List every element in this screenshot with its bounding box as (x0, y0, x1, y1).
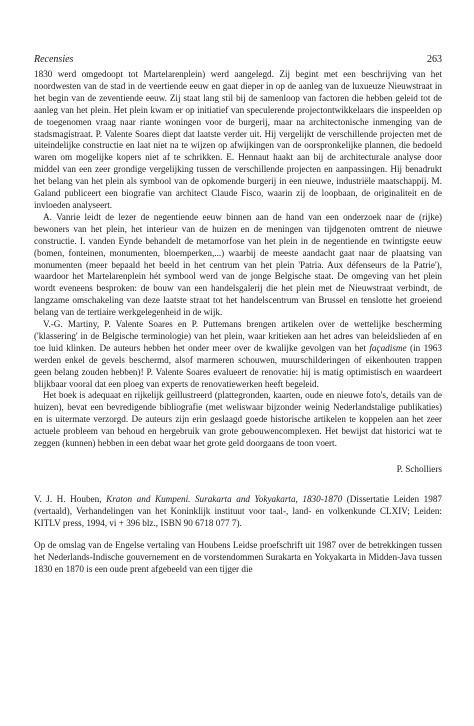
page (34, 54, 442, 575)
reviewer-signature: P. Scholliers (396, 464, 442, 474)
review1-p3-term: façadisme (369, 342, 407, 353)
book-title: Kraton and Kumpeni. Surakarta and Yokyakarta, 1830-1870 (106, 494, 343, 504)
review1-paragraph-3 (34, 319, 442, 390)
review2-bibliographic-entry (34, 494, 442, 530)
section-gap (34, 474, 442, 494)
book-author: V. J. H. Houben, (34, 494, 107, 504)
review1-paragraph-1: 1830 werd omgedoopt tot Martelarenplein) werd aangelegd. Zij begint met een beschrijving van het noordwesten van de stad in de veertiende eeuw en gaat dieper in op de aanleg van de luxueuze Nieuwstraat in het begin van de zeventiende eeuw. Zij staat lang stil bij de samenloop van factoren die hebben geleid tot de aanleg van het plein. Het plein kwam er op initiatief van speculerende projectontwikkelaars die inspeelden op de toegenomen vraag naar riante woningen voor de burgerij, maar na architectonische inmenging van de stadsmagistraat. P. Valente Soares diept dat laatste verder uit. Hij vergelijkt de verschillende projecten met de uiteindelijke constructie en laat niet na te wijzen op afwijkingen van de oorspronkelijke plannen, die bedoeld waren om mogelijke kopers niet af te schrikken. E. Hennaut haakt aan bij de architecturale analyse door middel van een zeer grondige vergelijking tussen de verschillende projecten en aanpassingen. Hij benadrukt het belang van het plein als symbool van de opkomende burgerij in een nieuwe, industriële maatschappij. M. Galand publiceert een biografie van architect Claude Fisco, waarin zij de loopbaan, de originaliteit en de invloeden analyseert. (34, 69, 442, 210)
paragraph-gap (34, 530, 442, 540)
running-header (34, 54, 442, 65)
section-title: Recensies (34, 54, 74, 65)
review1-paragraph-2: A. Vanrie leidt de lezer de negentiende eeuw binnen aan de hand van een onderzoek naar de (rijke) bewoners van het plein, het interieur van de huizen en de meningen van tijdgenoten omtrent de nieuwe constructie. I. vanden Eynde behandelt de metamorfose van het plein in de negentiende en twintigste eeuw (bomen, fonteinen, monumenten, bloemperken,...) waarbij de meeste aandacht gaat naar de plaatsing van monumenten (meer bepaald het beeld in het centrum van het plein 'Patria. Aux défenseurs de la Patrie'), waardoor het Martelarenplein hét symbool werd van de jonge Belgische staat. De omgeving van het plein wordt eveneens besproken: de bouw van een handelsgalerij die het plein met de Nieuwstraat verbindt, de langzame omschakeling van deze laatste straat tot het handelscentrum van Brussel en tenslotte het groeiend belang van de tertiaire werkgelegenheid in de wijk. (34, 211, 442, 318)
review2-paragraph-1: Op de omslag van de Engelse vertaling van Houbens Leidse proefschrift uit 1987 over de betrekkingen tussen het Nederlands-Indische gouvernement en de vorstendommen Surakarta en Yokyakarta in Midden-Java tussen 1830 en 1870 is een oude prent afgebeeld van een tijger die (34, 539, 442, 574)
review1-paragraph-4: Het boek is adequaat en rijkelijk geïllustreerd (plattegronden, kaarten, oude en nieuwe foto's, details van de huizen), bevat een bevredigende bibliografie (met weliswaar bijzonder weinig Nederlandstalige publikaties) en is uitermate verzorgd. De auteurs zijn erin geslaagd goede historische artikelen te koppelen aan het zeer actuele probleem van behoud en hergebruik van grote gebouwencomplexen. Het bewijst dat historici wat te zeggen (kunnen) hebben in een debat waar het grote geld doorgaans de toon voert. (34, 390, 442, 449)
review1-p3-text-end: (in 1963 werden enkel de gevels beschermd, alsof marmeren schouwen, muurschilderingen of eikenhouten trappen geen belang zouden hebben)! P. Valente Soares evalueert de renovatie: hij is matig optimistisch en waardeert blijkbaar vooral dat een ploeg van experts de renovatiewerken heeft begeleid. (34, 342, 442, 389)
book-details: (Dissertatie Leiden 1987 (vertaald), Verhandelingen van het Koninklijk instituut voor taal-, land- en volkenkunde CLXIV; Leiden: KITLV press, 1994, vi + 396 blz., ISBN 90 6718 077 7). (34, 494, 443, 528)
review1-p3-text: V.-G. Martiny, P. Valente Soares en P. Puttemans brengen artikelen over de wettelijke bescherming ('klassering' in de Belgische terminologie) van het plein, waar kritieken aan het adres van beleidslieden af en toe luid klinken. De auteurs hebben het onder meer over de kwalijke gevolgen van het (34, 319, 442, 353)
page-number: 263 (427, 54, 442, 65)
